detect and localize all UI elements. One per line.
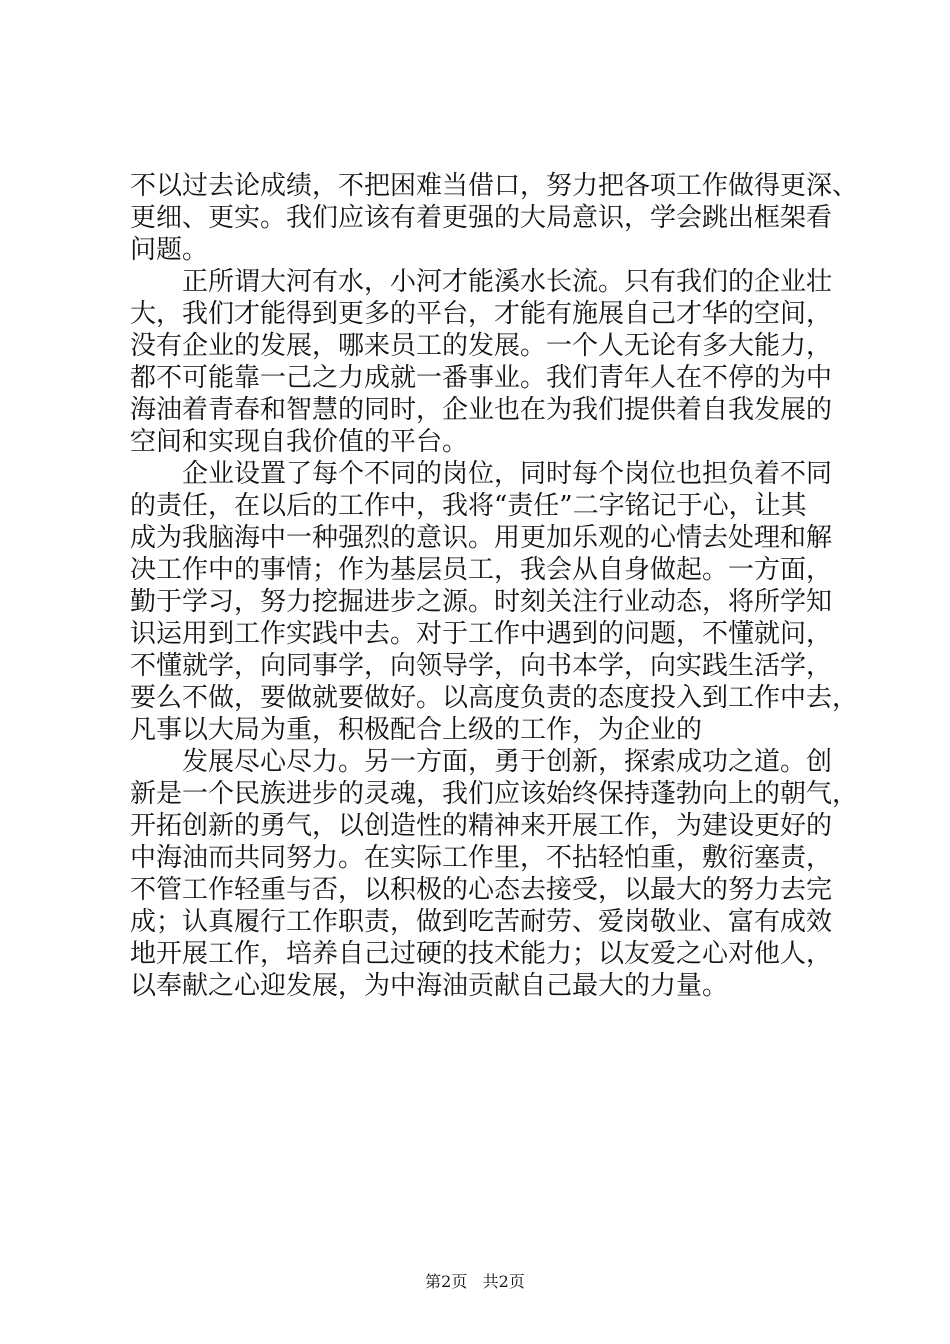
paragraph-start-line: 发展尽心尽力。另一方面，勇于创新，探索成功之道。创 [182,747,833,777]
text-line: 大，我们才能得到更多的平台，才能有施展自己才华的空间， [130,299,833,329]
text-line: 成为我脑海中一种强烈的意识。用更加乐观的心情去处理和解 [130,523,833,553]
text-line: 识运用到工作实践中去。对于工作中遇到的问题，不懂就问， [130,619,833,649]
page-footer [0,1272,950,1292]
document-body [130,170,859,1002]
page-number-current: 第2页 [425,1272,468,1291]
text-line: 问题。 [130,235,209,265]
text-line: 中海油而共同努力。在实际工作里，不拈轻怕重，敷衍塞责， [130,843,833,873]
text-line: 不管工作轻重与否，以积极的心态去接受，以最大的努力去完 [130,875,833,905]
text-line: 要么不做，要做就要做好。以高度负责的态度投入到工作中去， [130,683,859,713]
text-line: 海油着青春和智慧的同时，企业也在为我们提供着自我发展的 [130,395,833,425]
text-line: 不以过去论成绩，不把困难当借口，努力把各项工作做得更深、 [130,171,859,201]
text-line: 地开展工作，培养自己过硬的技术能力；以友爱之心对他人， [130,939,833,969]
text-line: 不懂就学，向同事学，向领导学，向书本学，向实践生活学， [130,651,833,681]
text-line: 都不可能靠一己之力成就一番事业。我们青年人在不停的为中 [130,363,833,393]
paragraph-start-line: 正所谓大河有水，小河才能溪水长流。只有我们的企业壮 [182,267,833,297]
paragraph-start-line: 企业设置了每个不同的岗位，同时每个岗位也担负着不同 [182,459,833,489]
text-line: 空间和实现自我价值的平台。 [130,427,469,457]
text-line: 新是一个民族进步的灵魂，我们应该始终保持蓬勃向上的朝气， [130,779,859,809]
text-line: 的责任，在以后的工作中，我将“责任”二字铭记于心，让其 [130,491,807,521]
footer-separator [472,1272,477,1291]
text-line: 决工作中的事情；作为基层员工，我会从自身做起。一方面， [130,555,833,585]
text-line: 凡事以大局为重，积极配合上级的工作，为企业的 [130,715,703,745]
text-line: 没有企业的发展，哪来员工的发展。一个人无论有多大能力， [130,331,833,361]
text-line: 以奉献之心迎发展，为中海油贡献自己最大的力量。 [130,971,729,1001]
text-line: 更细、更实。我们应该有着更强的大局意识，学会跳出框架看 [130,203,833,233]
page-number-total: 共2页 [482,1272,525,1291]
text-line: 成；认真履行工作职责，做到吃苦耐劳、爱岗敬业、富有成效 [130,907,833,937]
text-line: 勤于学习，努力挖掘进步之源。时刻关注行业动态，将所学知 [130,587,833,617]
text-line: 开拓创新的勇气，以创造性的精神来开展工作，为建设更好的 [130,811,833,841]
